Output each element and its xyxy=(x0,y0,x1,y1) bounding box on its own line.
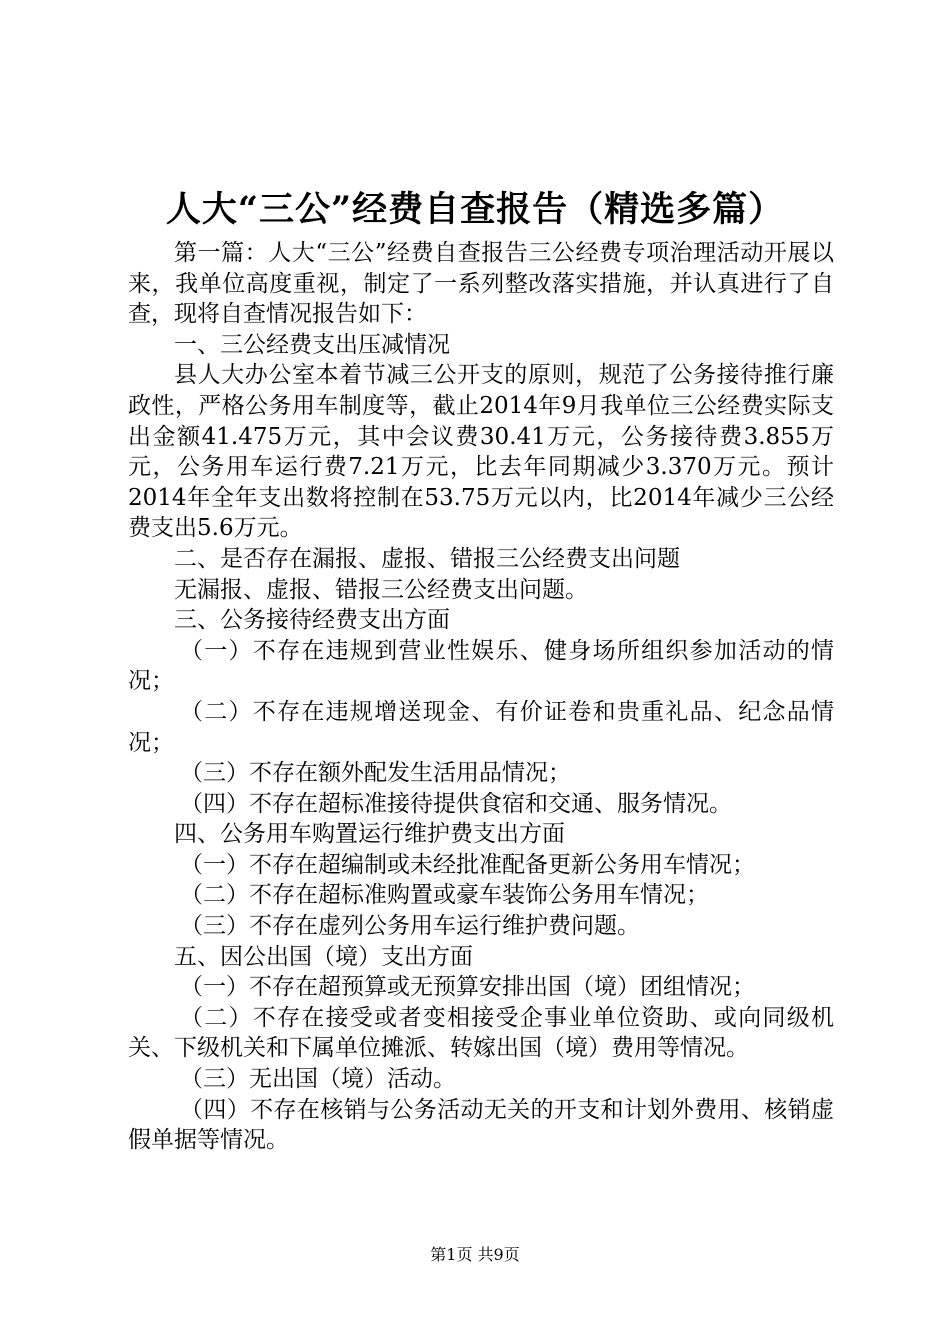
page-number: 第1页 共9页 xyxy=(430,1245,520,1264)
section-3-item-2: （二）不存在违规增送现金、有价证卷和贵重礼品、纪念品情况； xyxy=(128,698,834,756)
section-4-item-2: （二）不存在超标准购置或豪车装饰公务用车情况； xyxy=(180,882,709,909)
document-body xyxy=(128,238,834,1156)
section-4-item-1: （一）不存在超编制或未经批准配备更新公务用车情况； xyxy=(180,851,755,878)
section-heading-4: 四、公务用车购置运行维护费支出方面 xyxy=(174,821,565,848)
section-3-item-1: （一）不存在违规到营业性娱乐、健身场所组织参加活动的情况； xyxy=(128,637,834,695)
section-5-item-1: （一）不存在超预算或无预算安排出国（境）团组情况； xyxy=(180,974,755,1001)
section-5-item-4: （四）不存在核销与公务活动无关的开支和计划外费用、核销虚假单据等情况。 xyxy=(128,1096,834,1154)
section-3-item-4: （四）不存在超标准接待提供食宿和交通、服务情况。 xyxy=(180,790,732,817)
intro-paragraph: 第一篇：人大“三公”经费自查报告三公经费专项治理活动开展以来，我单位高度重视，制定了一系列整改落实措施，并认真进行了自查，现将自查情况报告如下： xyxy=(128,240,834,328)
section-3-item-3: （三）不存在额外配发生活用品情况； xyxy=(180,760,571,787)
section-heading-5: 五、因公出国（境）支出方面 xyxy=(174,943,473,970)
section-heading-1: 一、三公经费支出压减情况 xyxy=(174,331,450,358)
section-2-paragraph: 无漏报、虚报、错报三公经费支出问题。 xyxy=(174,576,588,603)
section-4-item-3: （三）不存在虚列公务用车运行维护费问题。 xyxy=(180,913,640,940)
section-5-item-2: （二）不存在接受或者变相接受企事业单位资助、或向同级机关、下级机关和下属单位摊派、转嫁出国（境）费用等情况。 xyxy=(128,1004,834,1062)
section-5-item-3: （三）无出国（境）活动。 xyxy=(180,1066,456,1093)
section-1-paragraph: 县人大办公室本着节减三公开支的原则，规范了公务接待推行廉政性，严格公务用车制度等，截止2014年9月我单位三公经费实际支出金额41.475万元，其中会议费30.41万元，公务接待费3.855万元，公务用车运行费7.21万元，比去年同期减少3.370万元。预计2014年全年支出数将控制在53.75万元以内，比2014年减少三公经费支出5.6万元。 xyxy=(128,362,834,542)
document-title: 人大“三公”经费自查报告（精选多篇） xyxy=(165,189,785,230)
section-heading-3: 三、公务接待经费支出方面 xyxy=(174,607,450,634)
section-heading-2: 二、是否存在漏报、虚报、错报三公经费支出问题 xyxy=(174,545,680,572)
